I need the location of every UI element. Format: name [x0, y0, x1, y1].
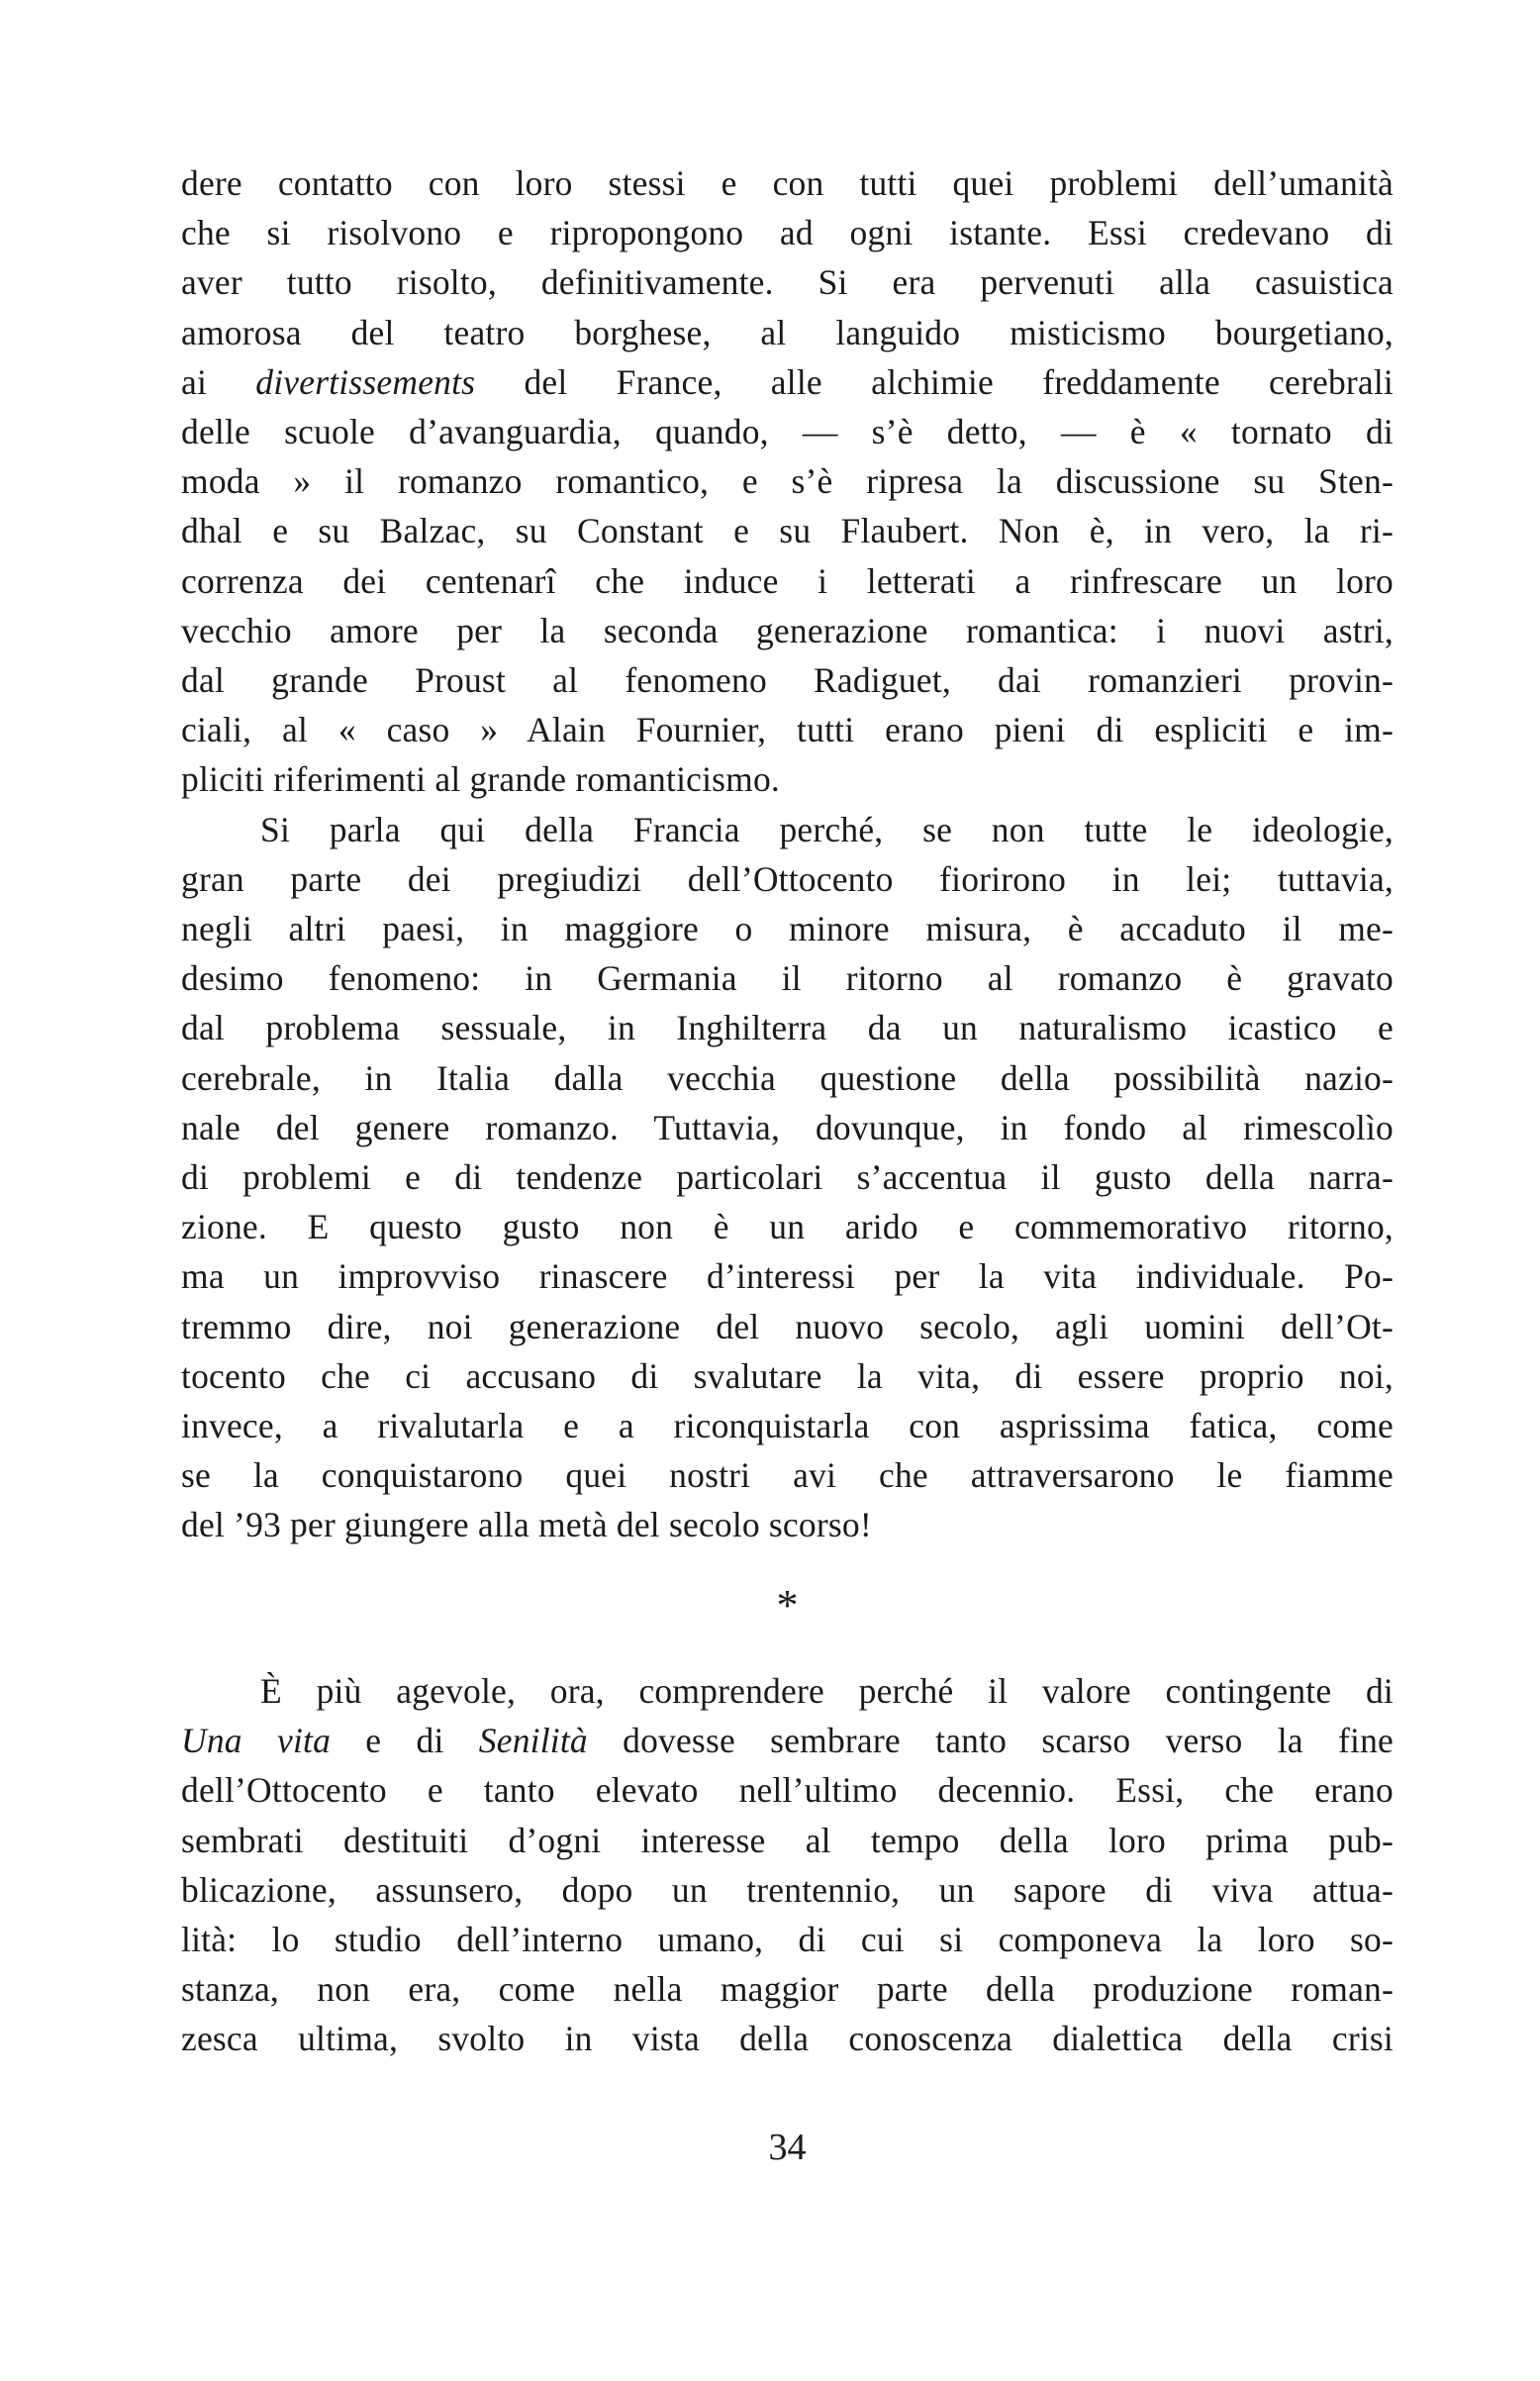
text-line: cerebrale, in Italia dalla vecchia questione della possibilità nazio-	[181, 1057, 1394, 1098]
text-line: tremmo dire, noi generazione del nuovo secolo, agli uomini dell’Ot-	[181, 1306, 1394, 1346]
text-line: moda » il romanzo romantico, e s’è ripresa la discussione su Sten-	[181, 461, 1394, 502]
paragraph-2	[181, 805, 1394, 1550]
page-number: 34	[768, 2127, 807, 2168]
text-line: se la conquistarono quei nostri avi che attraversarono le fiamme	[181, 1455, 1394, 1496]
text-line: zione. E questo gusto non è un arido e commemorativo ritorno,	[181, 1207, 1394, 1247]
text-line: zesca ultima, svolto in vista della conoscenza dialettica della crisi	[181, 2019, 1394, 2059]
text-line: dell’Ottocento e tanto elevato nell’ultimo decennio. Essi, che erano	[181, 1770, 1394, 1811]
page-content	[181, 158, 1394, 2168]
text-line: che si risolvono e ripropongono ad ogni istante. Essi credevano di	[181, 213, 1394, 253]
text-line: del ’93 per giungere alla metà del secolo scorso!	[181, 1505, 872, 1545]
text-line: ai divertissements del France, alle alchimie freddamente cerebrali	[181, 361, 1394, 402]
text-line: Una vita e di Senilità dovesse sembrare tanto scarso verso la fine	[181, 1721, 1394, 1761]
text-line: pliciti riferimenti al grande romanticismo.	[181, 759, 781, 800]
paragraph-3	[181, 1666, 1394, 2064]
text-line: desimo fenomeno: in Germania il ritorno al romanzo è gravato	[181, 958, 1394, 999]
text-line: lità: lo studio dell’interno umano, di cui si componeva la loro so-	[181, 1920, 1394, 1960]
text-line: nale del genere romanzo. Tuttavia, dovunque, in fondo al rimescolìo	[181, 1107, 1394, 1147]
text-line: vecchio amore per la seconda generazione romantica: i nuovi astri,	[181, 610, 1394, 650]
text-line: dere contatto con loro stessi e con tutti quei problemi dell’umanità	[181, 163, 1394, 203]
text-line: stanza, non era, come nella maggior parte della produzione roman-	[181, 1969, 1394, 2010]
text-line: dal problema sessuale, in Inghilterra da un naturalismo icastico e	[181, 1008, 1394, 1048]
text-line: delle scuole d’avanguardia, quando, — s’è detto, — è « tornato di	[181, 412, 1394, 452]
text-line: negli altri paesi, in maggiore o minore misura, è accaduto il me-	[181, 909, 1394, 949]
text-line: tocento che ci accusano di svalutare la vita, di essere proprio noi,	[181, 1355, 1394, 1396]
text-line: amorosa del teatro borghese, al languido misticismo bourgetiano,	[181, 312, 1394, 352]
text-line: dhal e su Balzac, su Constant e su Flaubert. Non è, in vero, la ri-	[181, 511, 1394, 551]
text-line: aver tutto risolto, definitivamente. Si era pervenuti alla casuistica	[181, 262, 1394, 303]
section-separator: *	[776, 1581, 799, 1630]
text-line: Si parla qui della Francia perché, se non tutte le ideologie,	[260, 809, 1394, 849]
text-line: invece, a rivalutarla e a riconquistarla con asprissima fatica, come	[181, 1406, 1394, 1446]
text-line: gran parte dei pregiudizi dell’Ottocento fiorirono in lei; tuttavia,	[181, 858, 1394, 899]
text-line: ciali, al « caso » Alain Fournier, tutti erano pieni di espliciti e im-	[181, 710, 1394, 750]
paragraph-1	[181, 158, 1394, 805]
text-line: blicazione, assunsero, dopo un trentennio, un sapore di viva attua-	[181, 1869, 1394, 1910]
text-line: È più agevole, ora, comprendere perché il valore contingente di	[260, 1671, 1394, 1711]
text-line: di problemi e di tendenze particolari s’accentua il gusto della narra-	[181, 1157, 1394, 1198]
text-line: dal grande Proust al fenomeno Radiguet, dai romanzieri provin-	[181, 660, 1394, 701]
text-line: ma un improvviso rinascere d’interessi per la vita individuale. Po-	[181, 1256, 1394, 1297]
text-line: sembrati destituiti d’ogni interesse al tempo della loro prima pub-	[181, 1820, 1394, 1860]
text-line: correnza dei centenarî che induce i letterati a rinfrescare un loro	[181, 560, 1394, 601]
